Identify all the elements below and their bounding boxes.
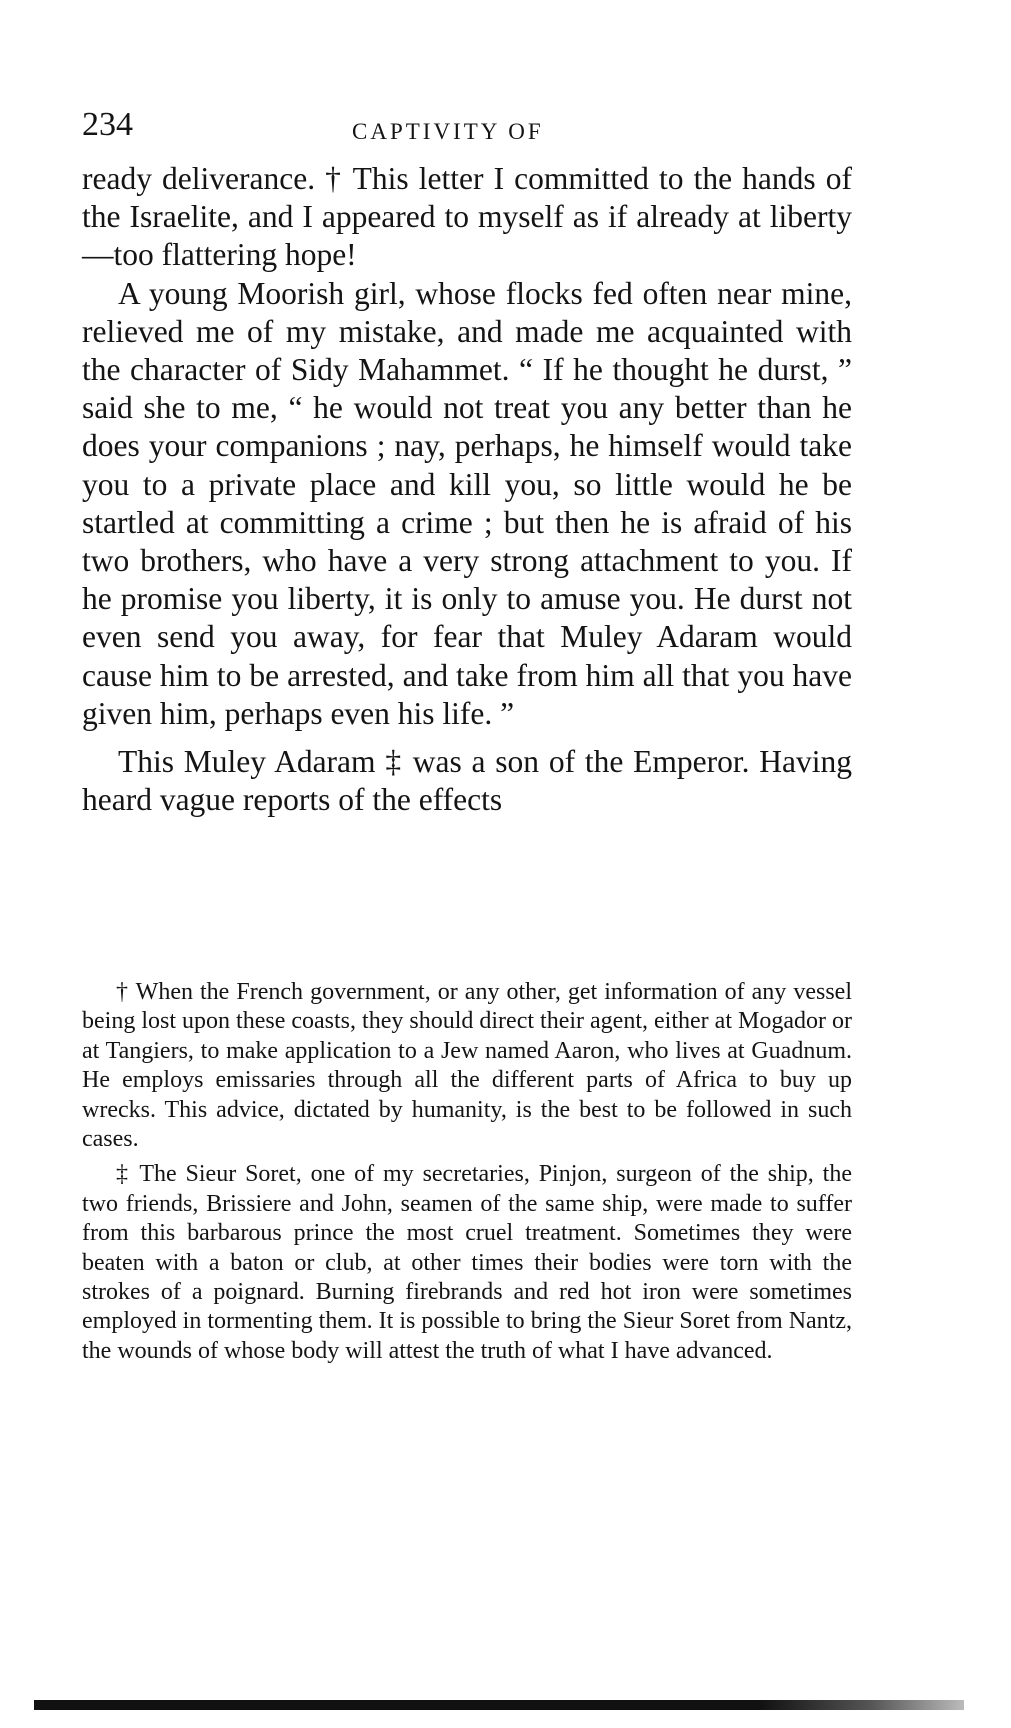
footnotes bbox=[82, 978, 852, 1372]
paragraph: This Muley Adaram ‡ was a son of the Emperor. Having heard vague reports of the effects bbox=[82, 744, 852, 818]
page-header bbox=[82, 108, 852, 148]
footnote-double-dagger: ‡ The Sieur Soret, one of my secretaries, Pinjon, surgeon of the ship, the two friends, Brissiere and John, seamen of the same ship, were made to suffer from this barbarous prince the most cruel treatment. Sometimes they were beaten with a baton or club, at other times their bodies were torn with the strokes of a poignard. Burning firebrands and red hot iron were sometimes employed in tormenting them. It is possible to bring the Sieur Soret from Nantz, the wounds of whose body will attest the truth of what I have advanced. bbox=[82, 1161, 852, 1364]
running-head: CAPTIVITY OF bbox=[352, 119, 544, 144]
page-number: 234 bbox=[82, 106, 133, 143]
footnote-dagger: † When the French government, or any other, get information of any vessel being lost upon these coasts, they should direct their agent, either at Mogador or at Tangiers, to make application to a Jew named Aaron, who lives at Guadnum. He employs emissaries through all the different parts of Africa to buy up wrecks. This advice, dictated by humanity, is the best to be followed in such cases. bbox=[82, 979, 852, 1153]
paragraph: A young Moorish girl, whose flocks fed often near mine, relieved me of my mistake, and made me acquainted with the character of Sidy Mahammet. “ If he thought he durst, ” said she to me, “ he would not treat you any better than he does your companions ; nay, perhaps, he himself would take you to a private place and kill you, so little would he be startled at committing a crime ; but then he is afraid of his two brothers, who have a very strong attachment to you. If he promise you liberty, it is only to amuse you. He durst not even send you away, for fear that Muley Adaram would cause him to be arrested, and take from him all that you have given him, perhaps even his life. ” bbox=[82, 275, 852, 731]
paragraph: ready deliverance. † This letter I committed to the hands of the Israelite, and I appeared to myself as if already at liberty—too flattering hope! bbox=[82, 161, 852, 273]
main-text bbox=[82, 160, 852, 819]
bottom-rule bbox=[34, 1700, 964, 1710]
